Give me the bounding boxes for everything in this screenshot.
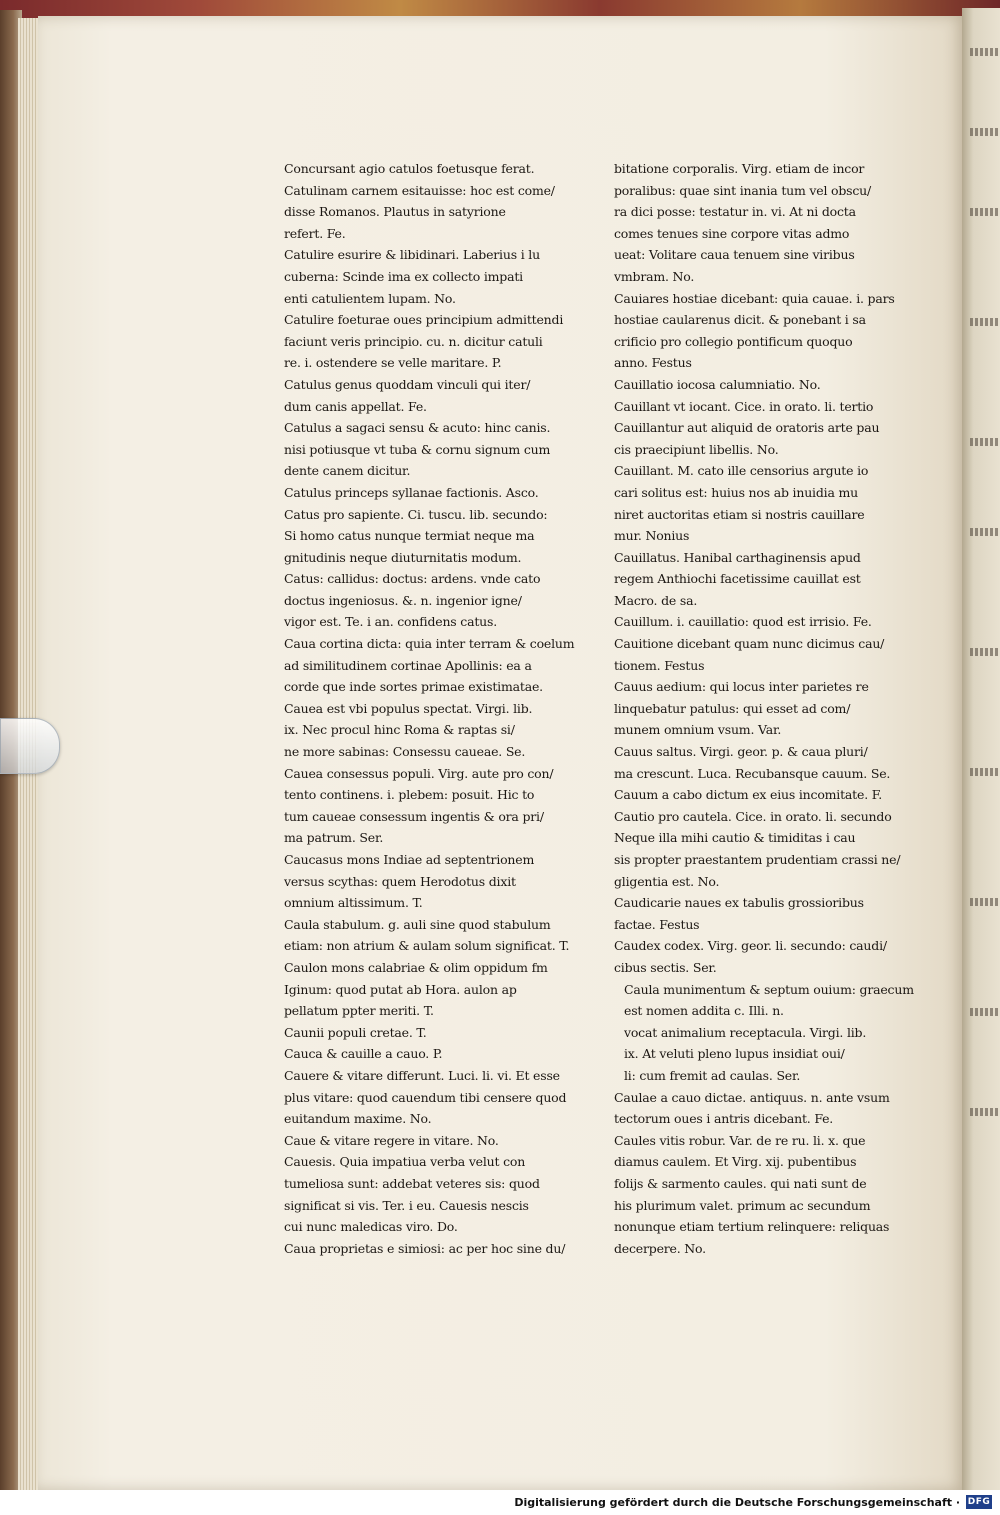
text-line: ad similitudinem cortinae Apollinis: ea a xyxy=(284,657,532,673)
text-line: significat si vis. Ter. i eu. Cauesis nescis xyxy=(284,1197,529,1213)
text-line: dente canem dicitur. xyxy=(284,463,411,479)
text-line: comes tenues sine corpore vitas admo xyxy=(614,225,850,241)
text-line: his plurimum valet. primum ac secundum xyxy=(614,1197,871,1213)
text-line: Cauillant. M. cato ille censorius argute io xyxy=(614,463,869,479)
text-line: Caules vitis robur. Var. de re ru. li. x. que xyxy=(614,1132,866,1148)
text-line: corde que inde sortes primae existimatae. xyxy=(284,679,543,695)
text-line: mur. Nonius xyxy=(614,528,690,544)
text-line: sis propter praestantem prudentiam crassi ne/ xyxy=(614,852,901,867)
text-line: euitandum maxime. No. xyxy=(284,1111,432,1127)
text-line: niret auctoritas etiam si nostris cauillare xyxy=(614,506,865,522)
text-line: gnitudinis neque diuturnitatis modum. xyxy=(284,549,522,565)
text-line: Cauea est vbi populus spectat. Virgi. lib. xyxy=(284,700,533,716)
text-line: Si homo catus nunque termiat neque ma xyxy=(284,528,535,544)
text-line: Cauca & cauille a cauo. P. xyxy=(284,1046,443,1062)
text-line: ix. Nec procul hinc Roma & raptas si/ xyxy=(284,722,515,738)
text-line: regem Anthiochi facetissime cauillat est xyxy=(614,571,861,587)
text-line: Caula munimentum & septum ouium: graecum xyxy=(624,981,914,997)
text-line: vigor est. Te. i an. confidens catus. xyxy=(284,614,498,630)
text-line: Catulire foeturae oues principium admittendi xyxy=(284,312,564,328)
text-line: tectorum oues i antris dicebant. Fe. xyxy=(614,1111,834,1127)
text-line: Cauus saltus. Virgi. geor. p. & caua pluri/ xyxy=(614,744,868,760)
text-line: Cauitione dicebant quam nunc dicimus cau/ xyxy=(614,636,885,652)
text-line: etiam: non atrium & aulam solum significat. T. xyxy=(284,938,570,954)
text-line: Catulinam carnem esitauisse: hoc est come/ xyxy=(284,182,555,198)
text-line: munem omnium vsum. Var. xyxy=(614,722,782,738)
text-line: tento continens. i. plebem: posuit. Hic to xyxy=(284,787,535,803)
text-line: Catulire esurire & libidinari. Laberius i lu xyxy=(284,247,540,263)
text-line: Cauillatus. Hanibal carthaginensis apud xyxy=(614,549,861,565)
text-line: Cauillum. i. cauillatio: quod est irrisio. Fe. xyxy=(614,614,872,630)
text-line: Caudex codex. Virg. geor. li. secundo: caudi/ xyxy=(614,938,887,954)
footer-credit: Digitalisierung gefördert durch die Deutsche Forschungsgemeinschaft · xyxy=(514,1496,960,1509)
text-line: Caulon mons calabriae & olim oppidum fm xyxy=(284,959,548,975)
dfg-logo: DFG xyxy=(967,1497,991,1507)
text-line: ma patrum. Ser. xyxy=(284,830,384,846)
text-line: versus scythas: quem Herodotus dixit xyxy=(284,873,516,889)
text-line: Caunii populi cretae. T. xyxy=(284,1024,427,1040)
text-line: omnium altissimum. T. xyxy=(284,895,423,911)
text-line: vmbram. No. xyxy=(614,268,695,284)
text-line: poralibus: quae sint inania tum vel obscu/ xyxy=(614,182,872,198)
text-line: ma crescunt. Luca. Recubansque cauum. Se. xyxy=(614,765,891,781)
text-line: anno. Festus xyxy=(614,355,692,371)
text-line: Caula stabulum. g. auli sine quod stabulum xyxy=(284,916,551,932)
text-line: decerpere. No. xyxy=(614,1240,706,1256)
text-line: cibus sectis. Ser. xyxy=(614,959,717,975)
text-line: Caulae a cauo dictae. antiquus. n. ante vsum xyxy=(614,1089,890,1105)
text-line: gligentia est. No. xyxy=(614,873,720,889)
text-line: Cauesis. Quia impatiua verba velut con xyxy=(284,1154,526,1170)
text-line: enti catulientem lupam. No. xyxy=(284,290,456,306)
text-line: Caue & vitare regere in vitare. No. xyxy=(284,1132,499,1148)
text-line: Cautio pro cautela. Cice. in orato. li. secundo xyxy=(614,808,892,824)
text-line: Caudicarie naues ex tabulis grossioribus xyxy=(614,895,864,911)
text-line: tumeliosa sunt: addebat veteres sis: quod xyxy=(284,1175,540,1191)
text-line: cuberna: Scinde ima ex collecto impati xyxy=(284,268,523,284)
text-line: Caucasus mons Indiae ad septentrionem xyxy=(284,852,535,867)
text-line: Cauum a cabo dictum ex eius incomitate. F. xyxy=(614,787,883,803)
text-line: re. i. ostendere se velle maritare. P. xyxy=(284,355,502,371)
text-line: Cauus aedium: qui locus inter parietes re xyxy=(614,679,869,695)
text-line: Macro. de sa. xyxy=(614,592,698,608)
text-line: folijs & sarmento caules. qui nati sunt de xyxy=(614,1175,867,1191)
text-line: Caua proprietas e simiosi: ac per hoc sine du/ xyxy=(284,1240,566,1256)
text-line: Catulus a sagaci sensu & acuto: hinc canis. xyxy=(284,420,551,436)
text-line: ueat: Volitare caua tenuem sine viribus xyxy=(614,247,855,263)
text-line: cari solitus est: huius nos ab inuidia mu xyxy=(614,484,858,500)
text-line: dum canis appellat. Fe. xyxy=(284,398,427,414)
text-line: est nomen addita c. Illi. n. xyxy=(624,1003,784,1019)
text-line: tionem. Festus xyxy=(614,657,705,673)
text-line: doctus ingeniosus. &. n. ingenior igne/ xyxy=(284,592,522,608)
text-line: diamus caulem. Et Virg. xij. pubentibus xyxy=(614,1154,857,1170)
text-line: tum caueae consessum ingentis & ora pri/ xyxy=(284,808,544,824)
text-line: plus vitare: quod cauendum tibi censere quod xyxy=(284,1089,567,1105)
text-line: Iginum: quod putat ab Hora. aulon ap xyxy=(284,981,517,997)
text-line: refert. Fe. xyxy=(284,225,346,241)
text-line: Catulus princeps syllanae factionis. Asco. xyxy=(284,484,539,500)
text-line: factae. Festus xyxy=(614,916,700,932)
text-line: li: cum fremit ad caulas. Ser. xyxy=(624,1067,801,1083)
text-line: bitatione corporalis. Virg. etiam de incor xyxy=(614,161,865,176)
text-line: pellatum ppter meriti. T. xyxy=(284,1003,434,1019)
text-line: Cauillatio iocosa calumniatio. No. xyxy=(614,376,821,392)
text-line: ix. At veluti pleno lupus insidiat oui/ xyxy=(624,1046,845,1062)
text-line: cui nunc maledicas viro. Do. xyxy=(284,1219,458,1235)
text-line: faciunt veris principio. cu. n. dicitur catuli xyxy=(284,333,543,349)
text-line: vocat animalium receptacula. Virgi. lib. xyxy=(624,1024,867,1040)
text-line: disse Romanos. Plautus in satyrione xyxy=(284,204,506,220)
text-line: hostiae caularenus dicit. & ponebant i sa xyxy=(614,312,866,328)
text-line: Cauea consessus populi. Virg. aute pro con/ xyxy=(284,765,554,781)
text-column-right xyxy=(614,158,914,1259)
text-line: Caua cortina dicta: quia inter terram & coelum xyxy=(284,636,575,652)
text-line: cis praecipiunt libellis. No. xyxy=(614,441,779,457)
text-line: linquebatur patulus: qui esset ad com/ xyxy=(614,700,851,716)
text-line: ne more sabinas: Consessu caueae. Se. xyxy=(284,744,526,760)
bookmark-clip xyxy=(0,718,60,774)
text-line: nonunque etiam tertium relinquere: reliquas xyxy=(614,1219,890,1235)
text-line: Neque illa mihi cautio & timiditas i cau xyxy=(614,830,856,846)
text-column-left xyxy=(284,158,574,1259)
text-line: Cauillant vt iocant. Cice. in orato. li. tertio xyxy=(614,398,874,414)
text-line: Cauere & vitare differunt. Luci. li. vi. Et esse xyxy=(284,1067,560,1083)
text-line: Cauillantur aut aliquid de oratoris arte pau xyxy=(614,420,880,436)
text-line: Catulus genus quoddam vinculi qui iter/ xyxy=(284,376,531,392)
text-line: nisi potiusque vt tuba & cornu signum cum xyxy=(284,441,551,457)
text-line: ra dici posse: testatur in. vi. At ni docta xyxy=(614,204,856,220)
text-line: Catus pro sapiente. Ci. tuscu. lib. secundo: xyxy=(284,506,548,522)
footer-bar xyxy=(0,1490,1000,1515)
text-line: Catus: callidus: doctus: ardens. vnde cato xyxy=(284,571,541,587)
text-line: crificio pro collegio pontificum quoquo xyxy=(614,333,853,349)
adjacent-page xyxy=(962,8,1000,1490)
text-line: Cauiares hostiae dicebant: quia cauae. i. pars xyxy=(614,290,895,306)
text-line: Concursant agio catulos foetusque ferat. xyxy=(284,161,535,176)
